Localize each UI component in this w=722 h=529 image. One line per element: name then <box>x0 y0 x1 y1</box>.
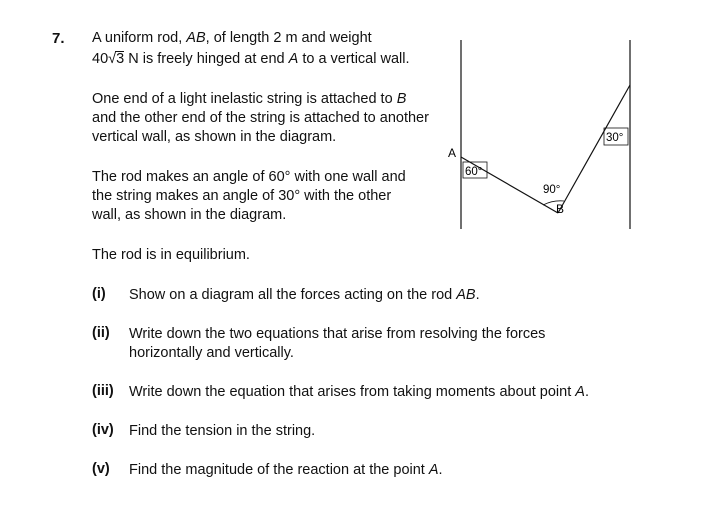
rod-label: AB <box>456 287 476 303</box>
diagram-label-b: B <box>556 202 565 216</box>
point-b-label: B <box>396 91 407 107</box>
part-text: . <box>438 462 443 478</box>
part-iv-text: Find the tension in the string. <box>129 423 316 439</box>
string-text: One end of a light inelastic string is attached to <box>92 91 397 107</box>
part-iv-label: (iv) <box>92 422 114 438</box>
part-text: . <box>475 287 480 303</box>
intro-text: N is freely hinged at end <box>124 51 289 67</box>
part-ii-line-2: horizontally and vertically. <box>129 345 294 361</box>
point-a-label: A <box>575 384 585 400</box>
string <box>558 85 630 213</box>
part-iii-label: (iii) <box>92 383 114 399</box>
string-line-3: vertical wall, as shown in the diagram. <box>92 129 337 145</box>
equilibrium-statement: The rod is in equilibrium. <box>92 247 250 263</box>
angle-90-label: 90° <box>543 184 561 196</box>
part-i-label: (i) <box>92 286 106 302</box>
string-line-2: and the other end of the string is attached to another <box>92 110 429 126</box>
point-a-label: A <box>288 51 299 67</box>
part-ii-label: (ii) <box>92 325 110 341</box>
part-text: . <box>584 384 589 400</box>
angle-line-1: The rod makes an angle of 60° with one wall and <box>92 169 406 185</box>
angle-line-3: wall, as shown in the diagram. <box>92 207 287 223</box>
angle-30-label: 30° <box>606 132 624 144</box>
angle-60-label: 60° <box>465 166 483 178</box>
intro-text: to a vertical wall. <box>298 51 410 67</box>
angle-line-2: the string makes an angle of 30° with the other <box>92 188 392 204</box>
sqrt-radicand: 3 <box>116 51 125 67</box>
part-text: Show on a diagram all the forces acting on the rod <box>129 287 457 303</box>
intro-text: A uniform rod, <box>92 30 187 46</box>
point-a-label: A <box>428 462 439 478</box>
part-v-label: (v) <box>92 461 110 477</box>
part-text: Find the magnitude of the reaction at the point <box>129 462 429 478</box>
sqrt-sign: √ <box>108 51 117 67</box>
part-ii-line-1: Write down the two equations that arise from resolving the forces <box>129 326 546 342</box>
question-number: 7. <box>52 30 65 47</box>
intro-text: , of length 2 m and weight <box>205 30 372 46</box>
diagram-label-a: A <box>448 146 457 160</box>
weight-coefficient: 40 <box>92 51 109 67</box>
rod-label: AB <box>186 30 206 46</box>
part-text: Write down the equation that arises from taking moments about point <box>129 384 576 400</box>
